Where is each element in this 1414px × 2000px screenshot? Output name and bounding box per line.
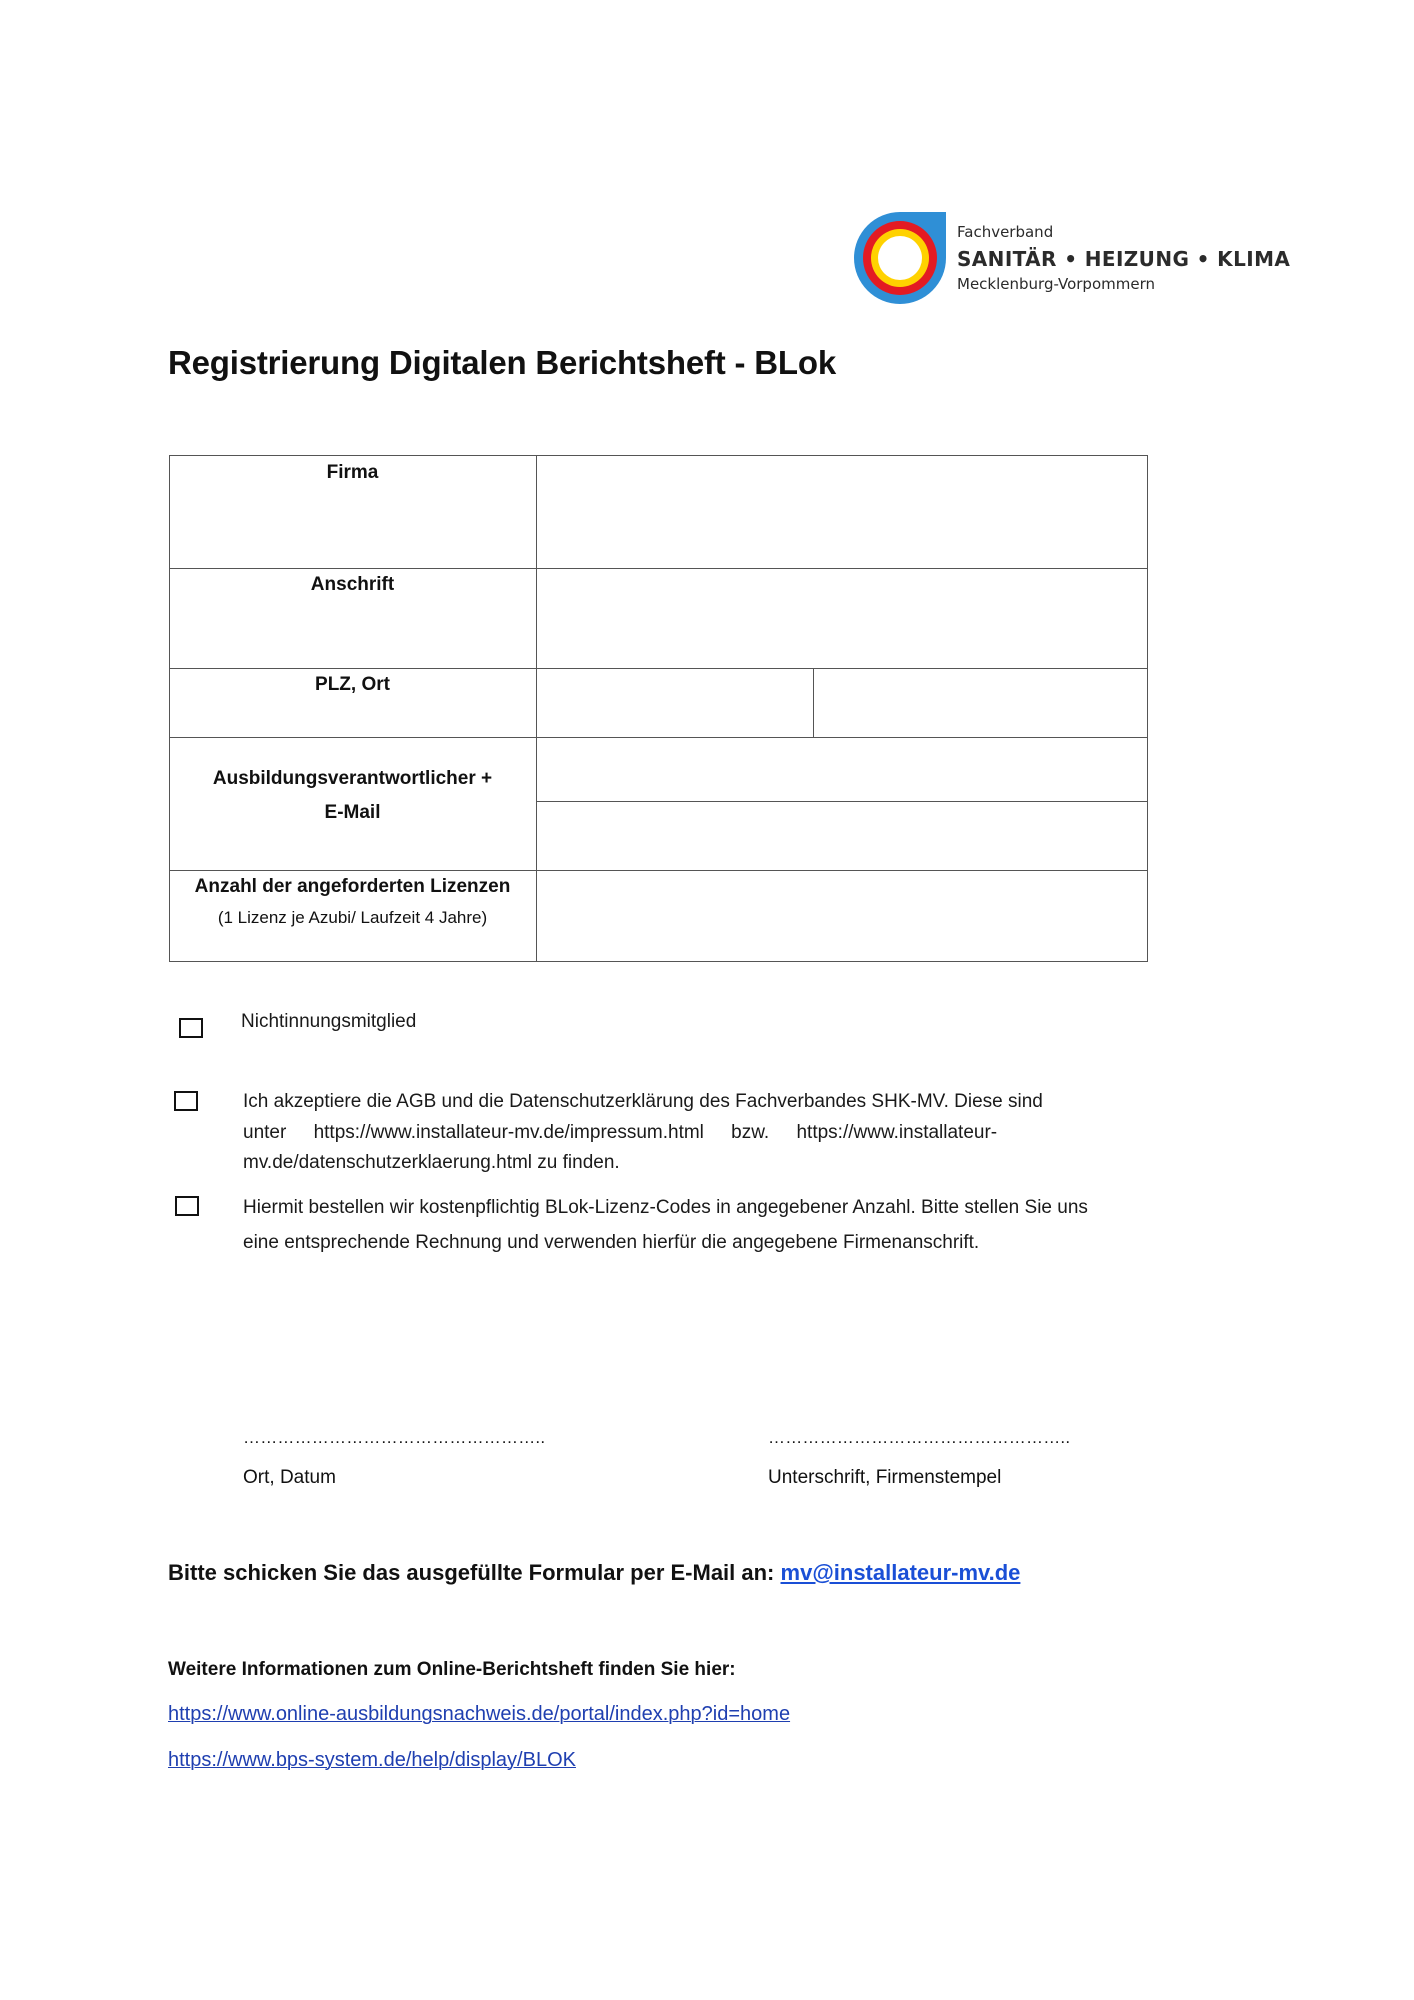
agb-line-1: Ich akzeptiere die AGB und die Datenschutzerklärung des Fachverbandes SHK-MV. Diese sind (243, 1091, 1043, 1112)
label-email: E-Mail (324, 802, 381, 823)
unterschrift-line[interactable]: …………………………………………….. (768, 1428, 1071, 1447)
label-lizenzen-note: (1 Lizenz je Azubi/ Laufzeit 4 Jahre) (217, 908, 488, 927)
firma-field[interactable] (537, 456, 1147, 568)
nichtinnung-checkbox[interactable] (179, 1018, 203, 1038)
label-plz-ort: PLZ, Ort (315, 674, 390, 695)
agb-line-3: mv.de/datenschutzerklaerung.html zu finden. (243, 1152, 620, 1173)
bps-system-link[interactable]: https://www.bps-system.de/help/display/BLOK (168, 1749, 576, 1771)
bestellung-text (243, 1190, 1088, 1260)
ausbildungsverantwortlicher-field[interactable] (537, 738, 1147, 801)
logo-line-sanitaer: SANITÄR • HEIZUNG • KLIMA (957, 247, 1291, 271)
agb-text (243, 1087, 1127, 1179)
logo-line-region: Mecklenburg-Vorpommern (957, 275, 1155, 293)
nichtinnung-label: Nichtinnungsmitglied (241, 1011, 417, 1032)
bestellung-checkbox[interactable] (175, 1196, 199, 1216)
email-field[interactable] (537, 802, 1147, 870)
page-title: Registrierung Digitalen Berichtsheft - BLok (168, 344, 836, 381)
fachverband-logo (854, 212, 1291, 304)
label-firma: Firma (326, 462, 379, 483)
info-heading: Weitere Informationen zum Online-Berichtsheft finden Sie hier: (168, 1659, 736, 1680)
bestellung-line-1: Hiermit bestellen wir kostenpflichtig BLok-Lizenz-Codes in angegebener Anzahl. Bitte stellen Sie uns (243, 1197, 1088, 1218)
ort-datum-label: Ort, Datum (243, 1467, 336, 1488)
unterschrift-label: Unterschrift, Firmenstempel (768, 1467, 1002, 1488)
agb-checkbox[interactable] (174, 1091, 198, 1111)
email-link[interactable]: mv@installateur-mv.de (780, 1560, 1021, 1585)
lizenzen-field[interactable] (537, 871, 1147, 961)
logo-line-fachverband: Fachverband (957, 223, 1054, 241)
label-ausbildungsverantwortlicher: Ausbildungsverantwortlicher + (212, 768, 493, 789)
label-lizenzen: Anzahl der angeforderten Lizenzen (194, 876, 511, 897)
logo-rings-icon (854, 212, 946, 304)
online-ausbildungsnachweis-link[interactable]: https://www.online-ausbildungsnachweis.de/portal/index.php?id=home (168, 1703, 791, 1725)
agb-line-2 (243, 1118, 1127, 1149)
ort-datum-line[interactable]: …………………………………………….. (243, 1428, 546, 1447)
bestellung-line-2: eine entsprechende Rechnung und verwenden hierfür die angegebene Firmenanschrift. (243, 1232, 980, 1253)
agb-line-2-text: unter https://www.installateur-mv.de/impressum.html bzw. https://www.installateur- (243, 1121, 998, 1143)
plz-field[interactable] (537, 669, 813, 737)
ort-field[interactable] (814, 669, 1147, 737)
email-instruction (168, 1560, 1020, 1586)
email-prompt: Bitte schicken Sie das ausgefüllte Formular per E-Mail an: (168, 1560, 775, 1585)
registration-form-table (169, 455, 1148, 962)
anschrift-field[interactable] (537, 569, 1147, 668)
label-anschrift: Anschrift (310, 574, 395, 595)
